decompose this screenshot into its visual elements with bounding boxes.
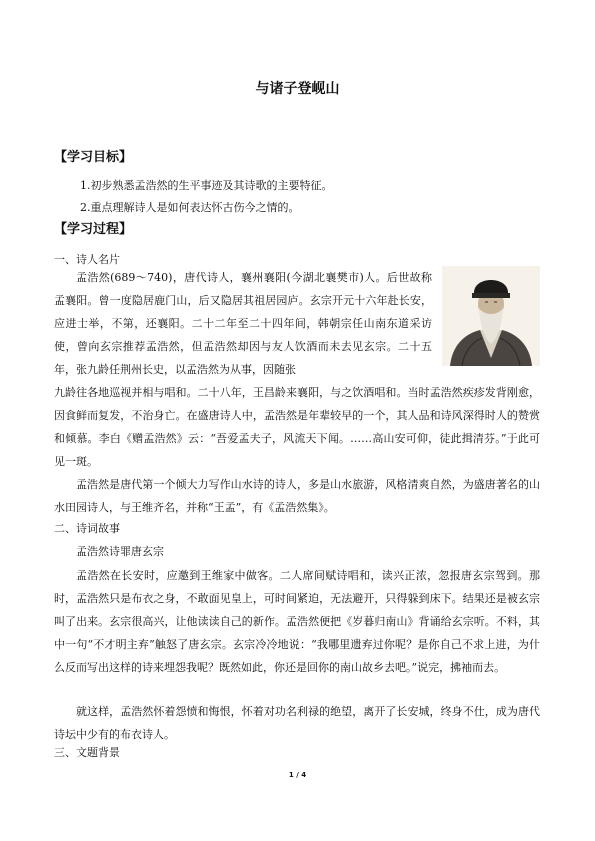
goals-heading: 【学习目标】: [54, 150, 133, 165]
poet-bio-paragraph-top: 孟浩然(689～740)，唐代诗人，襄州襄阳(今湖北襄樊市)人。后世故称孟襄阳。曾一度隐居鹿门山，后又隐居其祖居园庐。玄宗开元十六年赴长安，应进士举，不第，还襄阳。二十二年至二十四年间，韩朝宗任山南东道采访使，曾向玄宗推荐孟浩然，但孟浩然却因与友人饮酒而未去见玄宗。二十五年，张九龄任荆州长史，以孟浩然为从事，因随张: [54, 271, 432, 376]
poet-style-paragraph: 孟浩然是唐代第一个倾大力写作山水诗的诗人，多是山水旅游，风格清爽自然，为盛唐著名的山水田园诗人，与王维齐名，并称“王孟”，有《孟浩然集》。: [54, 478, 540, 514]
document-title: 与诸子登岘山: [255, 81, 340, 97]
poet-portrait-image: [442, 266, 540, 366]
story-title: 孟浩然诗罪唐玄宗: [76, 545, 164, 558]
section-heading-background: 三、文题背景: [54, 746, 120, 759]
goal-item-2: 2.重点理解诗人是如何表达怀古伤今之情的。: [80, 201, 300, 214]
goal-item-1: 1.初步熟悉孟浩然的生平事迹及其诗歌的主要特征。: [80, 179, 333, 192]
section-heading-story: 二、诗词故事: [54, 522, 120, 535]
poet-bio-paragraph-bottom: 九龄往各地巡视并相与唱和。二十八年，王昌龄来襄阳，与之饮酒唱和。当时孟浩然疾疹发背刚愈，因食鲜而复发，不治身亡。在盛唐诗人中，孟浩然是年辈较早的一个，其人品和诗风深得时人的赞赏和倾慕。李白《赠孟浩然》云：“吾爱孟夫子，风流天下闻。……高山安可仰，徒此揖清芬。”于此可见一斑。: [54, 386, 540, 468]
story-paragraph-2: 就这样，孟浩然怀着怨愤和悔恨，怀着对功名利禄的绝望，离开了长安城，终身不仕，成为唐代诗坛中少有的布衣诗人。: [54, 705, 540, 741]
story-paragraph-1: 孟浩然在长安时，应邀到王维家中做客。二人席间赋诗唱和，读兴正浓，忽报唐玄宗驾到。那时，孟浩然只是布衣之身，不敢面见皇上，可时间紧迫，无法避开，只得躲到床下。结果还是被玄宗叫了出来。玄宗很高兴，让他读读自己的新作。孟浩然便把《岁暮归南山》背诵给玄宗听。不料，其中一句“不才明主弃”触怒了唐玄宗。玄宗冷冷地说：“我哪里遗弃过你呢？是你自己不求上进，为什么反而写出这样的诗来埋怨我呢？既然如此，你还是回你的南山故乡去吧。”说完，拂袖而去。: [54, 569, 540, 674]
page-number: 1 / 4: [288, 771, 307, 779]
section-heading-poet-card: 一、诗人名片: [54, 253, 120, 266]
process-heading: 【学习过程】: [54, 222, 133, 237]
